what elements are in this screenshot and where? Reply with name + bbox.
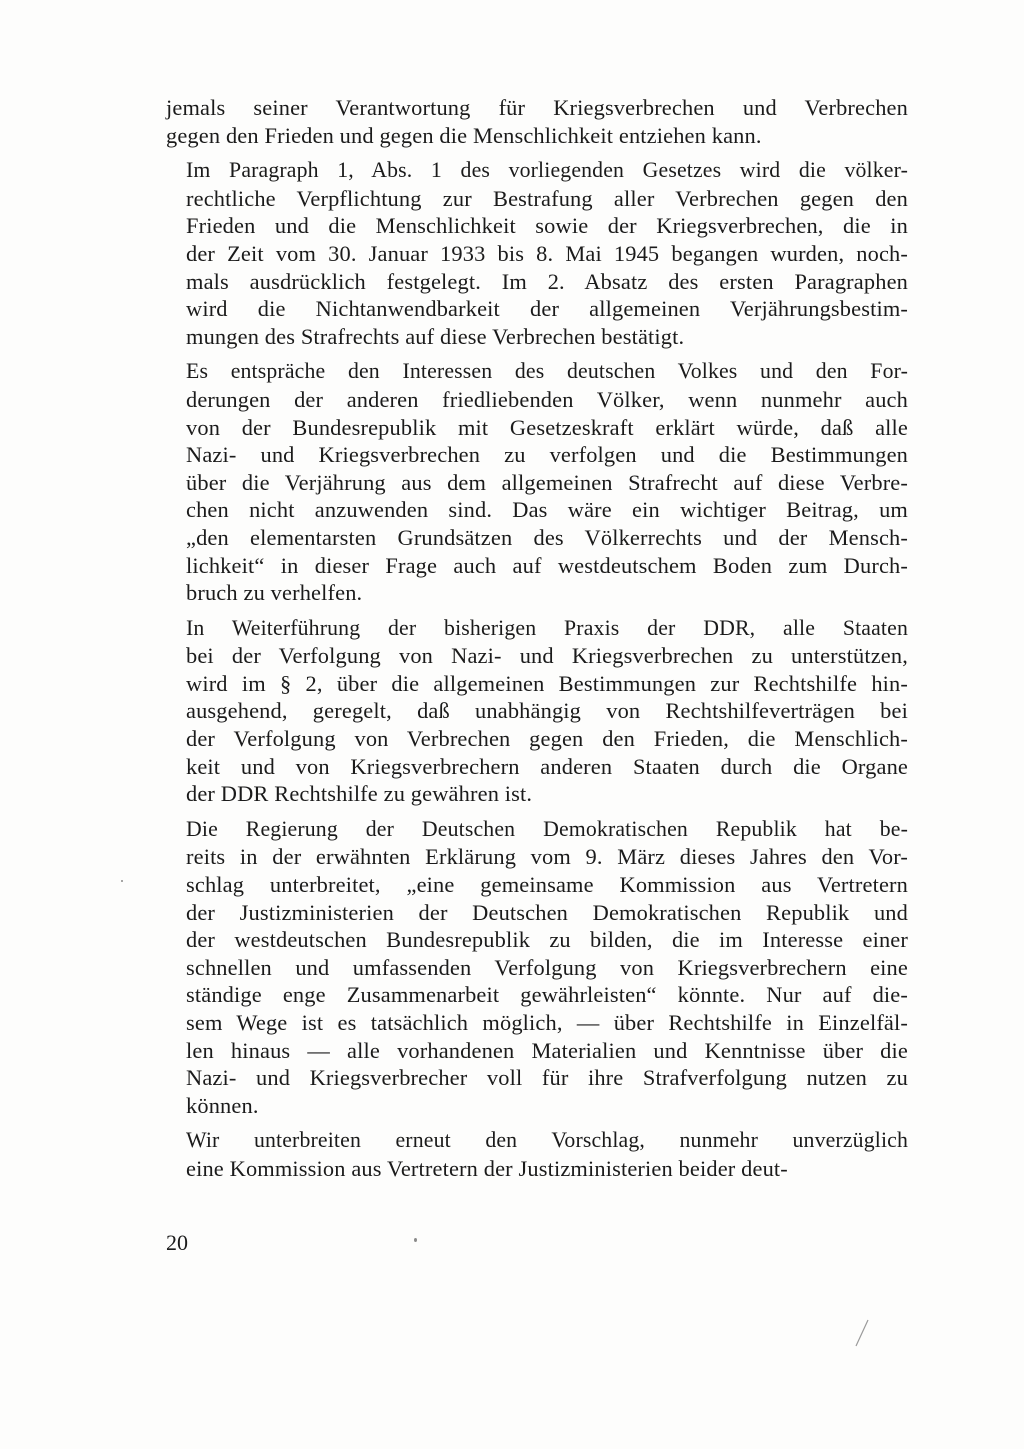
scan-speck [121,880,123,882]
text-line: Die Regierung der Deutschen Demokratischen Republik hat be- [186,816,908,841]
text-line: ausgehend, geregelt, daß unabhängig von Rechtshilfeverträgen bei [186,698,908,724]
text-line: Wir unterbreiten erneut den Vorschlag, nunmehr unverzüglich [186,1128,908,1153]
text-line: lichkeit“ in dieser Frage auch auf westdeutschem Boden zum Durch- [186,552,908,578]
text-line: chen nicht anzuwenden sind. Das wäre ein wichtiger Beitrag, um [186,497,908,523]
paragraph [166,94,908,149]
text-line: schnellen und umfassenden Verfolgung von Kriegsverbrechern eine [186,954,908,980]
text-line: von der Bundesrepublik mit Gesetzeskraft erklärt würde, daß alle [186,414,908,440]
text-line: bei der Verfolgung von Nazi- und Kriegsverbrechen zu unterstützen, [186,643,908,669]
paragraph [166,157,908,350]
scan-speck [414,1238,417,1242]
text-line: können. [186,1092,259,1118]
text-line: mungen des Strafrechts auf diese Verbrechen bestätigt. [186,323,685,349]
text-line: Im Paragraph 1, Abs. 1 des vorliegenden Gesetzes wird die völker- [186,158,908,183]
text-line: sem Wege ist es tatsächlich möglich, — über Rechtshilfe in Einzelfäl- [186,1010,908,1035]
text-line: mals ausdrücklich festgelegt. Im 2. Absatz des ersten Paragraphen [186,268,908,294]
paragraph [166,816,908,1120]
text-line: der Verfolgung von Verbrechen gegen den Frieden, die Menschlich- [186,726,908,752]
text-line: „den elementarsten Grundsätzen des Völkerrechts und der Mensch- [186,524,908,550]
text-line: ständige enge Zusammenarbeit gewährleisten“ könnte. Nur auf die- [186,982,908,1008]
text-line: eine Kommission aus Vertretern der Justizministerien beider deut- [186,1155,788,1181]
text-line: len hinaus — alle vorhandenen Materialien und Kenntnisse über die [186,1037,908,1063]
text-line: Nazi- und Kriegsverbrecher voll für ihre Strafverfolgung nutzen zu [186,1065,908,1091]
text-line: der Zeit vom 30. Januar 1933 bis 8. Mai 1945 begangen wurden, noch- [186,240,908,266]
body-text [166,94,908,1191]
text-line: der westdeutschen Bundesrepublik zu bilden, die im Interesse einer [186,927,908,953]
text-line: über die Verjährung aus dem allgemeinen Strafrecht auf diese Verbre- [186,469,908,495]
text-line: In Weiterführung der bisherigen Praxis der DDR, alle Staaten [186,615,908,640]
page-number: 20 [166,1230,188,1255]
text-line: schlag unterbreitet, „eine gemeinsame Kommission aus Vertretern [186,872,908,898]
text-line: wird im § 2, über die allgemeinen Bestimmungen zur Rechtshilfe hin- [186,670,908,696]
text-line: derungen der anderen friedliebenden Völker, wenn nunmehr auch [186,386,908,412]
paragraph [166,358,908,606]
paragraph [166,1127,908,1182]
text-line: rechtliche Verpflichtung zur Bestrafung aller Verbrechen gegen den [186,185,908,211]
text-line: der DDR Rechtshilfe zu gewähren ist. [186,781,533,807]
text-line: wird die Nichtanwendbarkeit der allgemeinen Verjährungsbestim- [186,296,908,322]
pen-mark [852,1318,872,1348]
text-line: der Justizministerien der Deutschen Demokratischen Republik und [186,899,908,925]
text-line: reits in der erwähnten Erklärung vom 9. März dieses Jahres den Vor- [186,844,908,870]
text-line: Frieden und die Menschlichkeit sowie der Kriegsverbrechen, die in [186,213,908,239]
text-line: gegen den Frieden und gegen die Menschlichkeit entziehen kann. [166,122,762,148]
text-line: keit und von Kriegsverbrechern anderen Staaten durch die Organe [186,753,908,779]
text-line: jemals seiner Verantwortung für Kriegsverbrechen und Verbrechen [166,95,908,120]
text-line: Es entspräche den Interessen des deutschen Volkes und den For- [186,359,908,384]
text-line: bruch zu verhelfen. [186,580,363,606]
paragraph [166,615,908,808]
text-line: Nazi- und Kriegsverbrechen zu verfolgen und die Bestimmungen [186,442,908,468]
